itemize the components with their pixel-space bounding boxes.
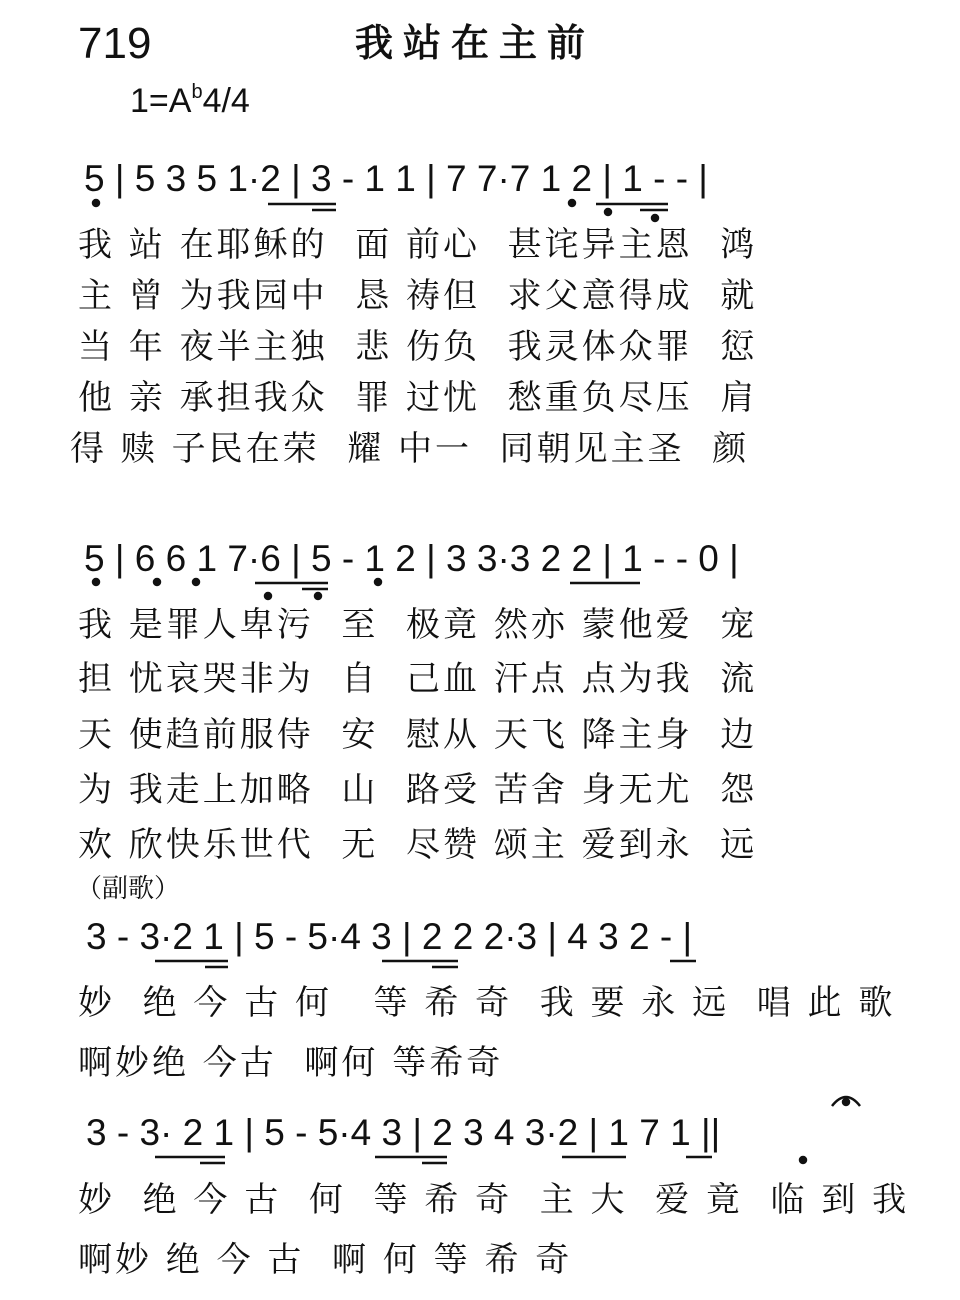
- chorus-label: （副歌）: [76, 874, 181, 904]
- lyric-line-3-2: 啊妙绝 今古 啊何 等希奇: [78, 1043, 504, 1083]
- notation-line-4: 3 - 3· 2 1 | 5 - 5·4 3 | 2 3 4 3·2 | 1 7 1 ||: [86, 1112, 721, 1153]
- lyric-line-4-2: 啊妙 绝 今 古 啊 何 等 希 奇: [78, 1240, 573, 1280]
- notation-line-2: 5 | 6 6 1 7·6 | 5 - 1 2 | 3 3·3 2 2 | 1 - - 0 |: [84, 538, 739, 579]
- hymn-number: 719: [78, 19, 152, 68]
- lyric-line-2-3: 天 使趋前服侍 安 慰从 天飞 降主身 边: [78, 715, 758, 755]
- lyric-line-4-1: 妙 绝 今 古 何 等 希 奇 主 大 爱 竟 临 到 我: [78, 1180, 910, 1220]
- lyric-line-1-2: 主 曾 为我园中 恳 祷但 求父意得成 就: [78, 276, 758, 316]
- lyric-line-1-3: 当 年 夜半主独 悲 伤负 我灵体众罪 愆: [78, 327, 758, 367]
- lyric-line-2-4: 为 我走上加略 山 路受 苦舍 身无尤 怨: [78, 770, 758, 810]
- notation-line-1: 5 | 5 3 5 1·2 | 3 - 1 1 | 7 7·7 1 2 | 1 - - |: [84, 158, 708, 199]
- lyric-line-1-4: 他 亲 承担我众 罪 过忧 愁重负尽压 肩: [78, 378, 758, 418]
- hymn-title: 我站在主前: [355, 21, 596, 65]
- lyric-line-2-2: 担 忧哀哭非为 自 己血 汗点 点为我 流: [78, 659, 758, 699]
- lyric-line-2-1: 我 是罪人卑污 至 极竟 然亦 蒙他爱 宠: [78, 605, 758, 645]
- lyric-line-1-1: 我 站 在耶稣的 面 前心 甚诧异主恩 鸿: [78, 225, 758, 265]
- time-signature: 4/4: [202, 82, 250, 120]
- notation-line-3: 3 - 3·2 1 | 5 - 5·4 3 | 2 2 2·3 | 4 3 2 - |: [86, 916, 693, 957]
- lyric-line-3-1: 妙 绝 今 古 何 等 希 奇 我 要 永 远 唱 此 歌: [78, 983, 896, 1023]
- lyric-line-1-5: 得 赎 子民在荣 耀 中一 同朝见主圣 颜: [70, 429, 750, 469]
- key-prefix: 1=A: [130, 82, 192, 120]
- flat-sign: b: [191, 81, 203, 103]
- lyric-line-2-5: 欢 欣快乐世代 无 尽赞 颂主 爱到永 远: [78, 825, 758, 865]
